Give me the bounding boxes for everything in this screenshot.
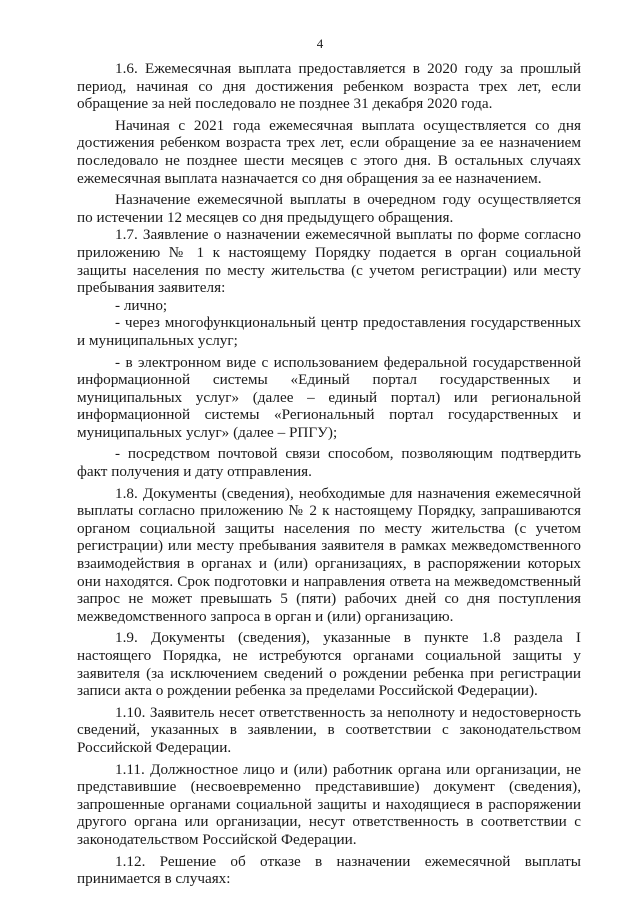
paragraph-1-9: 1.9. Документы (сведения), указанные в пункте 1.8 раздела I настоящего Порядка, не истребуются органами социальной защиты у заявителя (за исключением сведений о рождении ребенка при регистрации записи акта о рождении ребенка за пределами Российской Федерации). (77, 629, 581, 700)
list-item-postal: - посредством почтовой связи способом, позволяющим подтвердить факт получения и дату отправления. (77, 445, 581, 481)
list-item-electronic: - в электронном виде с использованием федеральной государственной информационной системы «Единый портал государственных и муниципальных услуг» (далее – единый портал) или региональной информационной системы «Региональный портал государственных и муниципальных услуг» (далее – РПГУ); (77, 353, 581, 441)
paragraph-1-12: 1.12. Решение об отказе в назначении ежемесячной выплаты принимается в случаях: (77, 852, 581, 888)
page-number: 4 (316, 36, 324, 51)
paragraph-1-7: 1.7. Заявление о назначении ежемесячной выплаты по форме согласно приложению № 1 к настоящему Порядку подается в орган социальной защиты населения по месту жительства (с учетом регистрации) или месту пребывания заявителя: (77, 226, 581, 297)
paragraph-2021-start: Начиная с 2021 года ежемесячная выплата осуществляется со дня достижения ребенком возраста трех лет, если обращение за ее назначением последовало не позднее шести месяцев с этого дня. В остальных случаях ежемесячная выплата назначается со дня обращения за ее назначением. (77, 116, 581, 187)
list-item-in-person: - лично; (115, 296, 168, 314)
paragraph-1-10: 1.10. Заявитель несет ответственность за неполноту и недостоверность сведений, указанных в заявлении, в соответствии с законодательством Российской Федерации. (77, 703, 581, 756)
paragraph-1-11: 1.11. Должностное лицо и (или) работник органа или организации, не представившие (несвоевременно представившие) документ (сведения), запрошенные органами социальной защиты и находящиеся в распоряжении другого органа или организации, несут ответственность в соответствии с законодательством Российской Федерации. (77, 760, 581, 848)
paragraph-1-8: 1.8. Документы (сведения), необходимые для назначения ежемесячной выплаты согласно приложению № 2 к настоящему Порядку, запрашиваются органом социальной защиты населения по месту жительства (с учетом регистрации) или месту пребывания заявителя в рамках межведомственного взаимодействия в органах и (или) организациях, в распоряжении которых они находятся. Срок подготовки и направления ответа на межведомственный запрос не может превышать 5 (пяти) рабочих дней со дня поступления межведомственного запроса в орган и (или) организацию. (77, 484, 581, 625)
paragraph-1-6: 1.6. Ежемесячная выплата предоставляется в 2020 году за прошлый период, начиная со дня достижения ребенком возраста трех лет, если обращение за ней последовало не позднее 31 декабря 2020 года. (77, 60, 581, 113)
document-body (77, 60, 581, 888)
list-item-mfc: - через многофункциональный центр предоставления государственных и муниципальных услуг; (77, 314, 581, 349)
paragraph-next-year: Назначение ежемесячной выплаты в очередном году осуществляется по истечении 12 месяцев со дня предыдущего обращения. (77, 191, 581, 226)
